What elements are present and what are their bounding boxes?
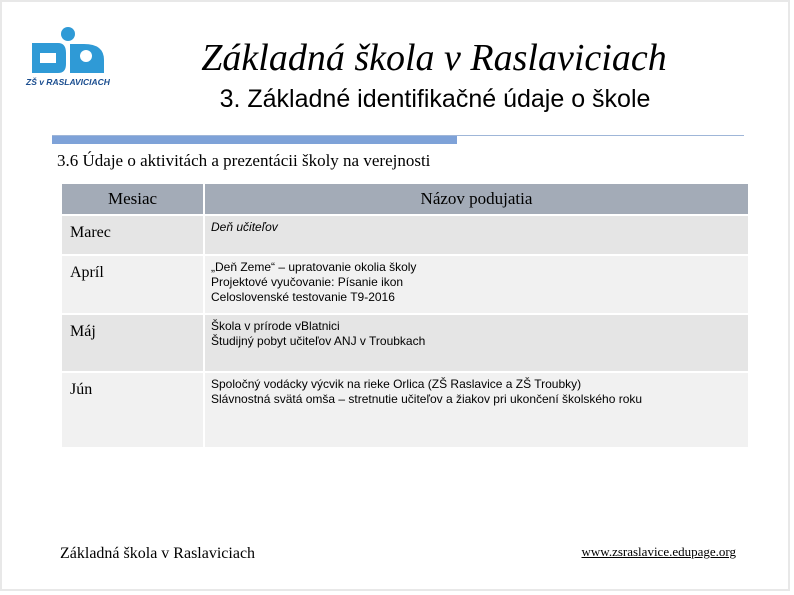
table-row: [62, 314, 748, 372]
month-cell: Máj: [62, 314, 204, 372]
page-subtitle: 3. Základné identifikačné údaje o škole: [219, 85, 651, 113]
event-item: Škola v prírode vBlatnici: [211, 319, 340, 333]
event-item: Študijný pobyt učiteľov ANJ v Troubkach: [211, 334, 426, 348]
accent-bar: [52, 136, 457, 144]
table-row: [62, 215, 748, 255]
month-cell: Jún: [62, 372, 204, 448]
table-row: [62, 255, 748, 314]
event-item: „Deň Zeme“ – upratovanie okolia školy: [211, 260, 417, 274]
month-cell: Marec: [62, 215, 204, 255]
page-title: Základná škola v Raslaviciach: [201, 37, 667, 79]
section-heading: 3.6 Údaje o aktivitách a prezentácii školy na verejnosti: [57, 151, 431, 170]
column-header-month: Mesiac: [62, 184, 204, 215]
events-cell: [204, 215, 748, 255]
column-header-event: Názov podujatia: [204, 184, 748, 215]
month-cell: Apríl: [62, 255, 204, 314]
table-row: [62, 372, 748, 448]
activities-table: [62, 184, 748, 449]
school-logo-graphic: [24, 26, 110, 90]
event-item: Celoslovenské testovanie T9-2016: [211, 290, 395, 304]
logo-caption: ZŠ v RASLAVICIACH: [26, 77, 110, 87]
events-cell: [204, 372, 748, 448]
table-header-row: [62, 184, 748, 215]
events-cell: [204, 255, 748, 314]
events-cell: [204, 314, 748, 372]
event-item: Projektové vyučovanie: Písanie ikon: [211, 275, 404, 289]
event-item: Slávnostná svätá omša – stretnutie učiteľov a žiakov pri ukončení školského roku: [211, 392, 643, 406]
school-logo: [24, 26, 110, 90]
footer-school-name: Základná škola v Raslaviciach: [60, 545, 256, 562]
footer-website-link[interactable]: www.zsraslavice.edupage.org: [581, 544, 736, 559]
event-item: Deň učiteľov: [211, 220, 278, 234]
event-item: Spoločný vodácky výcvik na rieke Orlica (ZŠ Raslavice a ZŠ Troubky): [211, 377, 582, 391]
